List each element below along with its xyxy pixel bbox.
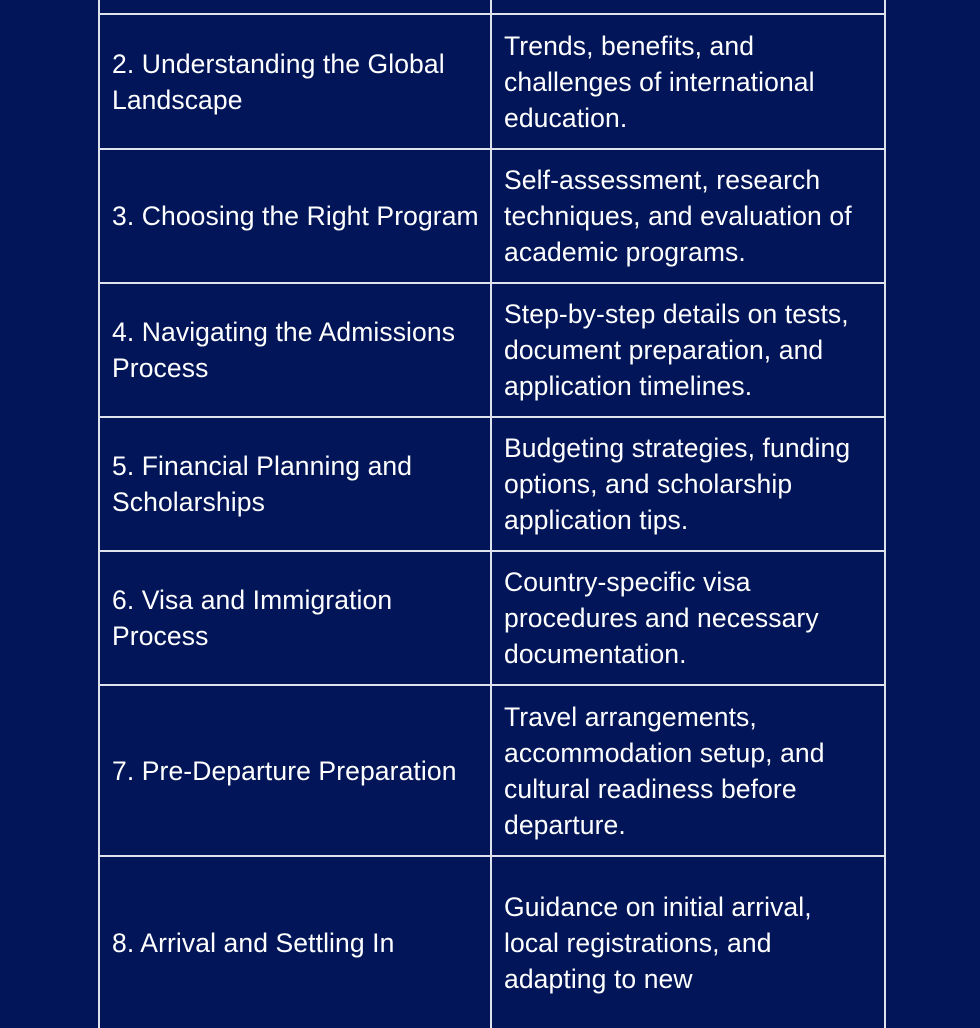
table-row	[100, 552, 884, 686]
chapter-title: 4. Navigating the Admissions Process	[100, 284, 492, 416]
chapter-title: 5. Financial Planning and Scholarships	[100, 418, 492, 550]
chapter-description: Country-specific visa procedures and necessary documentation.	[504, 567, 819, 669]
table-row	[100, 857, 884, 1028]
chapter-title: 7. Pre-Departure Preparation	[100, 686, 492, 855]
table-row	[100, 15, 884, 150]
chapter-title: 6. Visa and Immigration Process	[100, 552, 492, 684]
chapters-table	[98, 0, 886, 1028]
chapter-description	[492, 0, 884, 13]
chapter-title: 2. Understanding the Global Landscape	[100, 15, 492, 148]
chapter-description: Guidance on initial arrival, local registrations, and adapting to new	[504, 891, 812, 994]
table-row	[100, 150, 884, 284]
chapter-title	[100, 0, 492, 13]
chapter-description: Trends, benefits, and challenges of international education.	[504, 30, 815, 133]
chapter-description: Step-by-step details on tests, document preparation, and application timelines.	[504, 299, 849, 401]
chapter-description: Self-assessment, research techniques, and evaluation of academic programs.	[504, 165, 852, 267]
chapter-description: Travel arrangements, accommodation setup, and cultural readiness before departure.	[504, 701, 825, 840]
chapter-title: 8. Arrival and Settling In	[100, 857, 492, 1028]
table-row	[100, 284, 884, 418]
table-row	[100, 686, 884, 857]
chapter-description: Budgeting strategies, funding options, and scholarship application tips.	[504, 433, 851, 535]
chapter-title: 3. Choosing the Right Program	[100, 150, 492, 282]
table-row	[100, 418, 884, 552]
table-row	[100, 0, 884, 15]
